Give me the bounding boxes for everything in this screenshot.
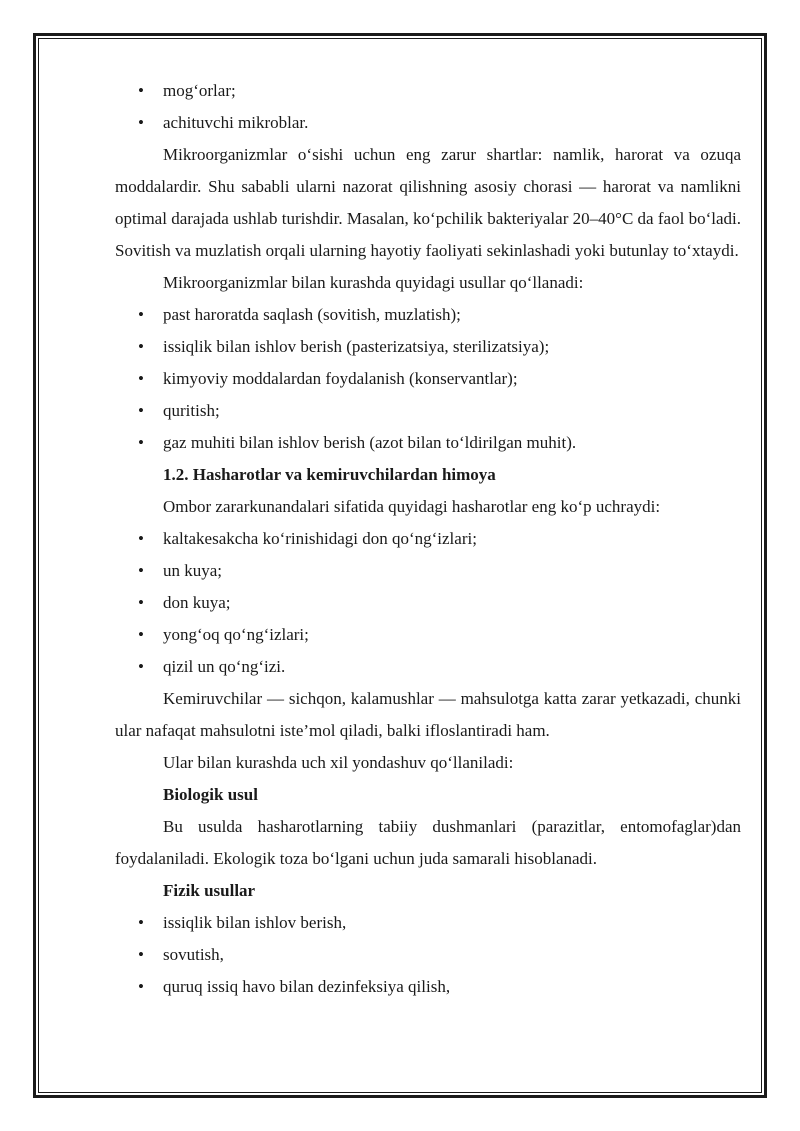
list-item-text: kaltakesakcha ko‘rinishidagi don qo‘ng‘izlari;: [163, 529, 477, 548]
list-item-text: issiqlik bilan ishlov berish (pasterizatsiya, sterilizatsiya);: [163, 337, 550, 356]
list-item-text: achituvchi mikroblar.: [163, 113, 309, 132]
subsection-heading: Fizik usullar: [163, 881, 256, 900]
bullet-icon: •: [138, 977, 144, 996]
list-item: [115, 331, 741, 363]
bullet-icon: •: [138, 81, 144, 100]
bullet-icon: •: [138, 913, 144, 932]
subsection-heading: Biologik usul: [163, 785, 258, 804]
list-item-text: don kuya;: [163, 593, 231, 612]
list-item-text: quruq issiq havo bilan dezinfeksiya qilish,: [163, 977, 451, 996]
bullet-icon: •: [138, 401, 144, 420]
list-item-text: qizil un qo‘ng‘izi.: [163, 657, 286, 676]
list-item: [115, 395, 741, 427]
list-item: [115, 427, 741, 459]
list-item-text: gaz muhiti bilan ishlov berish (azot bilan to‘ldirilgan muhit).: [163, 433, 577, 452]
list-item: [115, 651, 741, 683]
bullet-icon: •: [138, 593, 144, 612]
list-item-text: mog‘orlar;: [163, 81, 236, 100]
list-item: [115, 587, 741, 619]
list-item-text: yong‘oq qo‘ng‘izlari;: [163, 625, 309, 644]
bullet-icon: •: [138, 113, 144, 132]
list-item-text: past haroratda saqlash (sovitish, muzlatish);: [163, 305, 461, 324]
list-item: [115, 939, 741, 971]
list-item: [115, 75, 741, 107]
paragraph: Ombor zararkunandalari sifatida quyidagi hasharotlar eng ko‘p uchraydi:: [163, 497, 661, 516]
paragraph: Ular bilan kurashda uch xil yondashuv qo‘llaniladi:: [163, 753, 514, 772]
list-item-text: issiqlik bilan ishlov berish,: [163, 913, 347, 932]
bullet-icon: •: [138, 625, 144, 644]
bullet-icon: •: [138, 305, 144, 324]
list-item: [115, 619, 741, 651]
list-item: [115, 907, 741, 939]
list-item: [115, 523, 741, 555]
list-item-text: quritish;: [163, 401, 220, 420]
list-item-text: kimyoviy moddalardan foydalanish (konservantlar);: [163, 369, 518, 388]
bullet-icon: •: [138, 433, 144, 452]
bullet-icon: •: [138, 945, 144, 964]
paragraph: Kemiruvchilar — sichqon, kalamushlar — mahsulotga katta zarar yetkazadi, chunki ular nafaqat mahsulotni iste’mol qiladi, balki ifloslantiradi ham.: [115, 689, 741, 740]
list-item-text: un kuya;: [163, 561, 223, 580]
bullet-icon: •: [138, 369, 144, 388]
list-item: [115, 299, 741, 331]
paragraph: Mikroorganizmlar o‘sishi uchun eng zarur shartlar: namlik, harorat va ozuqa moddalardir. Shu sababli ularni nazorat qilishning asosiy chorasi — harorat va namlikni optimal darajada ushlab turishdir. Masalan, ko‘pchilik bakteriyalar 20–40°C da faol bo‘ladi. Sovitish va muzlatish orqali ularning hayotiy faoliyati sekinlashadi yoki butunlay to‘xtaydi.: [115, 145, 741, 260]
section-heading: 1.2. Hasharotlar va kemiruvchilardan himoya: [163, 465, 496, 484]
paragraph: Bu usulda hasharotlarning tabiiy dushmanlari (parazitlar, entomofaglar)dan foydalaniladi. Ekologik toza bo‘lgani uchun juda samarali hisoblanadi.: [115, 817, 741, 868]
list-item: [115, 107, 741, 139]
document-body: [115, 75, 741, 1003]
bullet-icon: •: [138, 561, 144, 580]
paragraph: Mikroorganizmlar bilan kurashda quyidagi usullar qo‘llanadi:: [163, 273, 584, 292]
bullet-icon: •: [138, 529, 144, 548]
list-item: [115, 555, 741, 587]
bullet-icon: •: [138, 337, 144, 356]
list-item: [115, 971, 741, 1003]
list-item: [115, 363, 741, 395]
bullet-icon: •: [138, 657, 144, 676]
list-item-text: sovutish,: [163, 945, 224, 964]
